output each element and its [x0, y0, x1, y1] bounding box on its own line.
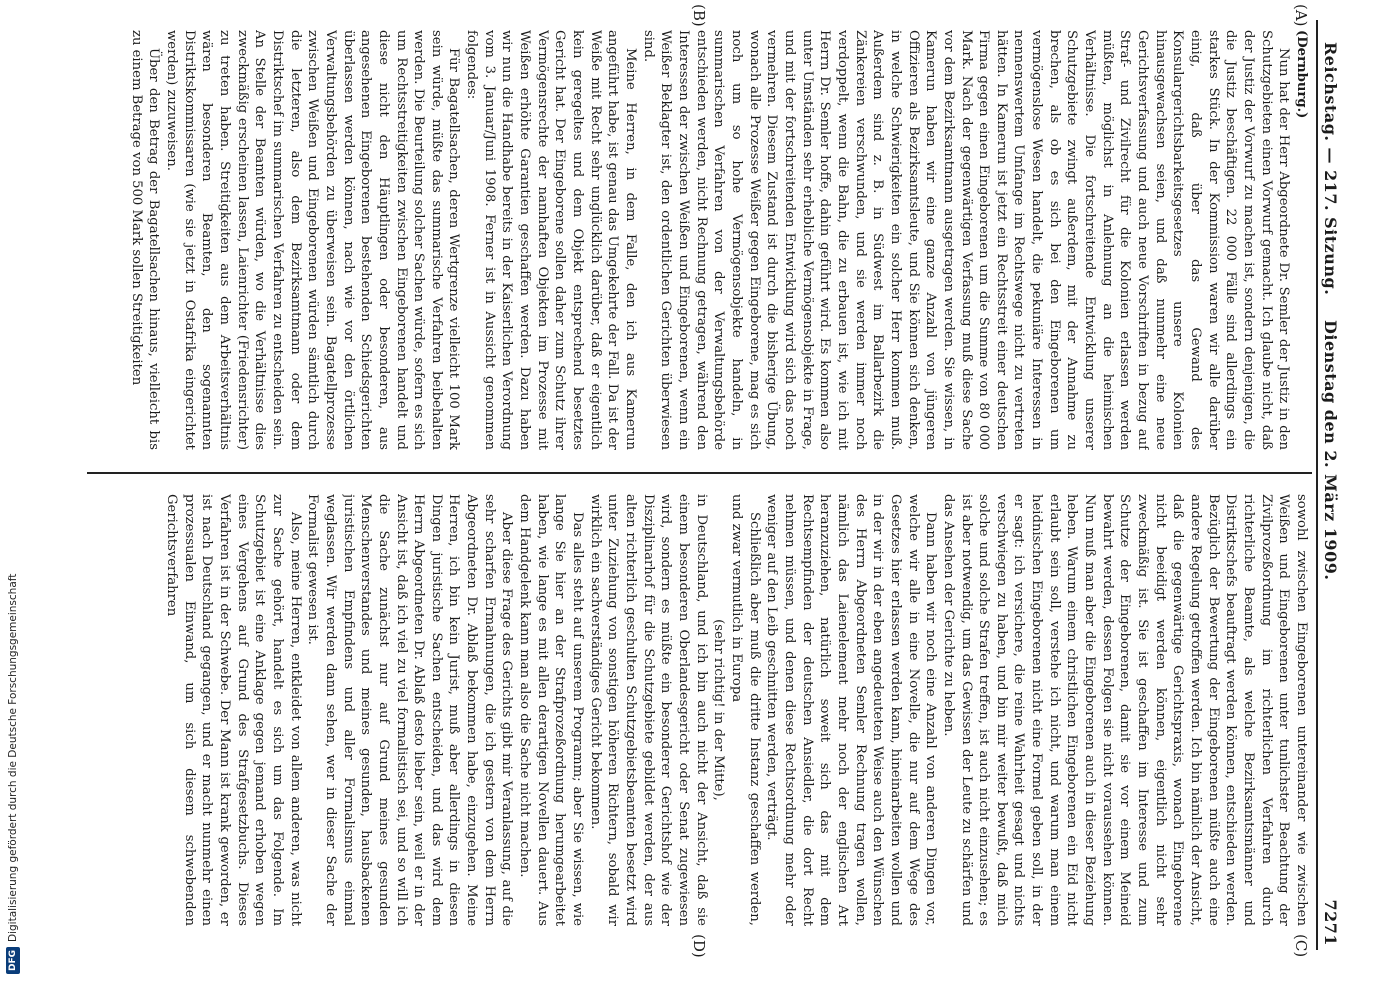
page-number: 7271	[1321, 899, 1340, 946]
paragraph: Nun hat der Herr Abgeordnete Dr. Semler der Justiz in den Schutzgebieten einen Vorwurf gemacht. Ich glaube nicht, daß der Justiz der Vorwurf zu machen ist, sondern denjenigen, die die Justiz beschäftigen. 22 000 Fälle sind allerdings ein starkes Stück. In der Kommission waren wir alle darüber einig, daß über das Gewand des Konsulargerichtsbarkeitsgesetzes unsere Kolonien hinausgewachsen seien, und daß nunmehr eine neue Gerichtsverfassung und auch neue Vorschriften in bezug auf Straf- und Zivilrecht für die Kolonien erlassen werden müßten, möglichst in Anlehnung an die heimischen Verhältnisse. Die fortschreitende Entwicklung unserer Schutzgebiete zwingt außerdem, mit der Annahme zu brechen, als ob es sich bei den Eingeborenen um vermögenslose Wesen handelt, die pekuniäre Interessen in nennenswertem Umfange im Rechtswege nicht zu vertreten hätten. In Kamerun ist jetzt ein Rechtsstreit einer deutschen Firma gegen einen Eingeborenen um die Summe von 80 000 Mark. Nach der gegenwärtigen Verfassung muß diese Sache vor dem Bezirksamtmann ausgetragen werden. Sie wissen, in Kamerun haben wir eine ganze Anzahl von jüngeren Offizieren als Bezirksamtsleute, und Sie können sich denken, in welche Schwierigkeiten ein solcher Herr kommen muß. Außerdem sind z. B. in Südwest im Ballarbezirk die Zänkereien verschwunden, und sie werden immer noch verdoppelt, wenn die Bahn, die zu erbauen ist, wie ich mit Herrn Dr. Semler hoffe, dahin geführt wird. Es kommen also unter Umständen sehr erhebliche Vermögensobjekte in Frage, und mit der fortschreitenden Entwicklung wird sich das noch vermehren. Diesem Zustand ist durch die bisherige Übung, wonach alle Prozesse Weißer gegen Eingeborene, mag es sich noch um so hohe Vermögensobjekte handeln, in summarischen Verfahren von der Verwaltungsbehörde entschieden werden, nicht Rechnung getragen, während den Interessen der zwischen Weißen und Eingeborenen, wenn ein Weißer Beklagter ist, den ordentlichen Gerichten überwiesen sind.	[640, 30, 1292, 450]
paragraph: Schließlich aber muß die dritte Instanz geschaffen werden, und zwar vermutlich in Europa	[729, 494, 762, 926]
running-head-center: Dienstag den 2. März 1909.	[1321, 320, 1340, 581]
paragraph: Meine Herren, in dem Falle, den ich aus Kamerun angeführt habe, ist genau das Umgekehrte der Fall. Da ist der Weiße mit Recht sehr unglücklich darüber, daß er eigentlich kein geregeltes und dem Objekt entsprechend besetztes Gericht hat. Der Eingeborene sollen daher zum Schutz ihrer Vermögensrechte der namhaften Objekten im Prozesse mit Weißen erhöhte Garantien geschaffen werden. Dazu haben wir nun die Handhabe bereits in der Kaiserlichen Verordnung vom 3. Januar/Juni 1908. Ferner ist in Aussicht genommen folgendes:	[464, 30, 639, 450]
section-marker-a: (A)	[1292, 4, 1310, 27]
right-text-column	[95, 494, 1310, 926]
running-head	[1316, 20, 1340, 950]
paragraph: sowohl zwischen Eingeborenen untereinander wie zwischen Weißen und Eingeborenen unter tunlichster Beachtung der Zivilprozeßordnung im richterlichen Verfahren durch richterliche Beamte, als welche Bezirksamtsmänner und Distriktschefs beauftragt werden können, entschieden werden. Bezüglich der Bewertung der Eingeborenen müßte auch eine andere Regelung getroffen werden. Ich bin nämlich der Ansicht, daß die gegenwärtige Gerichtspraxis, wonach Eingeborene nicht beeidigt werden können, eigentlich nicht sehr zweckmäßig ist. Sie ist geschaffen im Interesse und zum Schutze der Eingeborenen, damit sie vor einem Meineid bewahrt werden, dessen Folgen sie nicht voraussehen können. Nun muß man aber die Eingeborenen auch in dieser Beziehung heben. Warum einem christlichen Eingeborenen ein Eid nicht erlaubt sein soll, verstehe ich nicht, und warum man einem heidnischen Eingeborenen nicht eine Formel geben soll, in der er sagt: ich versichere, die reine Wahrheit gesagt und nichts verschwiegen zu haben, und bin mir weiter bewußt, daß mich solche und solche Strafen treffen, ist auch nicht einzusehen; es ist aber notwendig, um das Gewissen der Leute zu schärfen und das Ansehen der Gerichte zu heben.	[940, 494, 1309, 926]
left-text-column	[95, 30, 1310, 450]
section-marker-c: (C)	[1292, 934, 1310, 958]
credit-text: Digitalisierung gefördert durch die Deutsche Forschungsgemeinschaft	[7, 573, 19, 942]
column-divider	[87, 472, 1312, 474]
paragraph: Das alles steht auf unserem Programm; aber Sie wissen, wie lange Sie hier an der Strafprozeßordnung herumgearbeitet haben, wie lange es mit allen derartigen Novellen dauert. Aus dem Handgelenk kann man also die Sache nicht machen.	[517, 494, 586, 926]
paragraph: in Deutschland, und ich bin auch nicht der Ansicht, daß sie einem besonderen Oberlandesgericht oder Senat zugewiesen wird, sondern es müßte ein besonderer Gerichtshof wie der Disziplinarhof für die Schutzgebiete gebildet werden, der aus alten richterlich geschulten Schutzgebietsbeamten besetzt wird unter Zuziehung von sonstigen höheren Richtern, sobald wir wirklich ein sachverständiges Gericht bekommen.	[587, 494, 709, 926]
section-marker-d: (D)	[690, 934, 708, 958]
paragraph: Für Bagatellsachen, deren Wertgrenze vielleicht 100 Mark sein würde, müßte das summarische Verfahren beibehalten werden. Die Beurteilung solcher Sachen würde, sofern es sich um Rechtsstreitigkeiten zwischen Eingeborenen handelt und diese nicht den Häuptlingen oder besonderen, aus angesehenen Eingeborenen bestehenden Schiedsgerichten überlassen werden können, nach wie vor den örtlichen Verwaltungsbehörden zu überweisen sein. Bagatellprozesse zwischen Weißen und Eingeborenen würden sämtlich durch die letzteren, also dem Bezirksamtmann oder dem Distriktschef im summarischen Verfahren zu entscheiden sein. An Stelle der Beamten würden, wo die Verhältnisse dies zweckmäßig erscheinen lassen, Laienrichter (Friedensrichter) zu treten haben. Streitigkeiten aus dem Arbeitsverhältnis wären besonderen Beamten, den sogenannten Distriktskommissaren (wie sie jetzt in Ostafrika eingerichtet werden) zuzuweisen.	[164, 30, 462, 450]
speaker-label: (Dernburg.)	[1294, 30, 1309, 119]
digitization-credit	[4, 0, 22, 974]
paragraph: Aber diese Frage des Gerichts gibt mir Veranlassung, auf die sehr scharfen Ermahnungen, die ich gestern von dem Herrn Abgeordneten Dr. Ablaß bekommen habe, einzugehen. Meine Herren, ich bin kein Jurist, muß aber allerdings in diesen Dingen juristische Sachen entscheiden, und das wird dem Herrn Abgeordneten Dr. Ablaß desto lieber sein, weil er in der Ansicht ist, daß ich viel zu viel formalistisch sei, und so will ich die Sache zunächst nur auf Grund meines gesunden Menschenverstandes und meines gesunden, hausbackenen juristischen Empfindens und aller Formalismus einmal weglassen. Wir werden dann sehen, wer in dieser Sache der Formalist gewesen ist.	[305, 494, 515, 926]
dfg-logo-icon: DFG	[6, 947, 20, 974]
section-marker-b: (B)	[690, 4, 708, 27]
paragraph: Also, meine Herren, entkleidet von allem anderen, was nicht zur Sache gehört, handelt es sich um das Folgende. Im Schutzgebiet ist eine Anklage gegen jemand erhoben wegen eines Vergehens auf Grund des Strafgesetzbuchs. Dieses Verfahren ist in der Schwebe. Der Mann ist krank geworden, er ist nach Deutschland gegangen, und er macht nunmehr einen prozessualen Einwand, um sich diesem schwebenden Gerichtsverfahren	[164, 494, 303, 926]
running-head-title: Reichstag. — 217. Sitzung.	[1321, 42, 1340, 296]
paragraph: Über den Betrag der Bagatellsachen hinaus, vielleicht bis zu einem Betrage von 500 Mark sollen Streitigkeiten	[128, 30, 162, 450]
rotated-newspaper-page	[50, 4, 1340, 972]
paragraph: Dann haben wir noch eine Anzahl von anderen Dingen vor, welche wir alle in eine Novelle, die nur auf dem Wege des Gesetzes hier erlassen werden kann, hineinarbeiten wollen und in der wir in der eben angedeuteten Weise auch den Wünschen des Herrn Abgeordneten Semler Rechnung tragen wollen, nämlich das Laienelement mehr noch der englischen Art heranzuziehen, natürlich soweit sich das mit dem Rechtsempfinden der deutschen Ansiedler, die dort Recht nehmen müssen, und denen diese Rechtsordnung mehr oder weniger auf den Leib geschnitten werden, verträgt.	[764, 494, 939, 926]
interjection: (sehr richtig! in der Mitte),	[711, 619, 727, 801]
